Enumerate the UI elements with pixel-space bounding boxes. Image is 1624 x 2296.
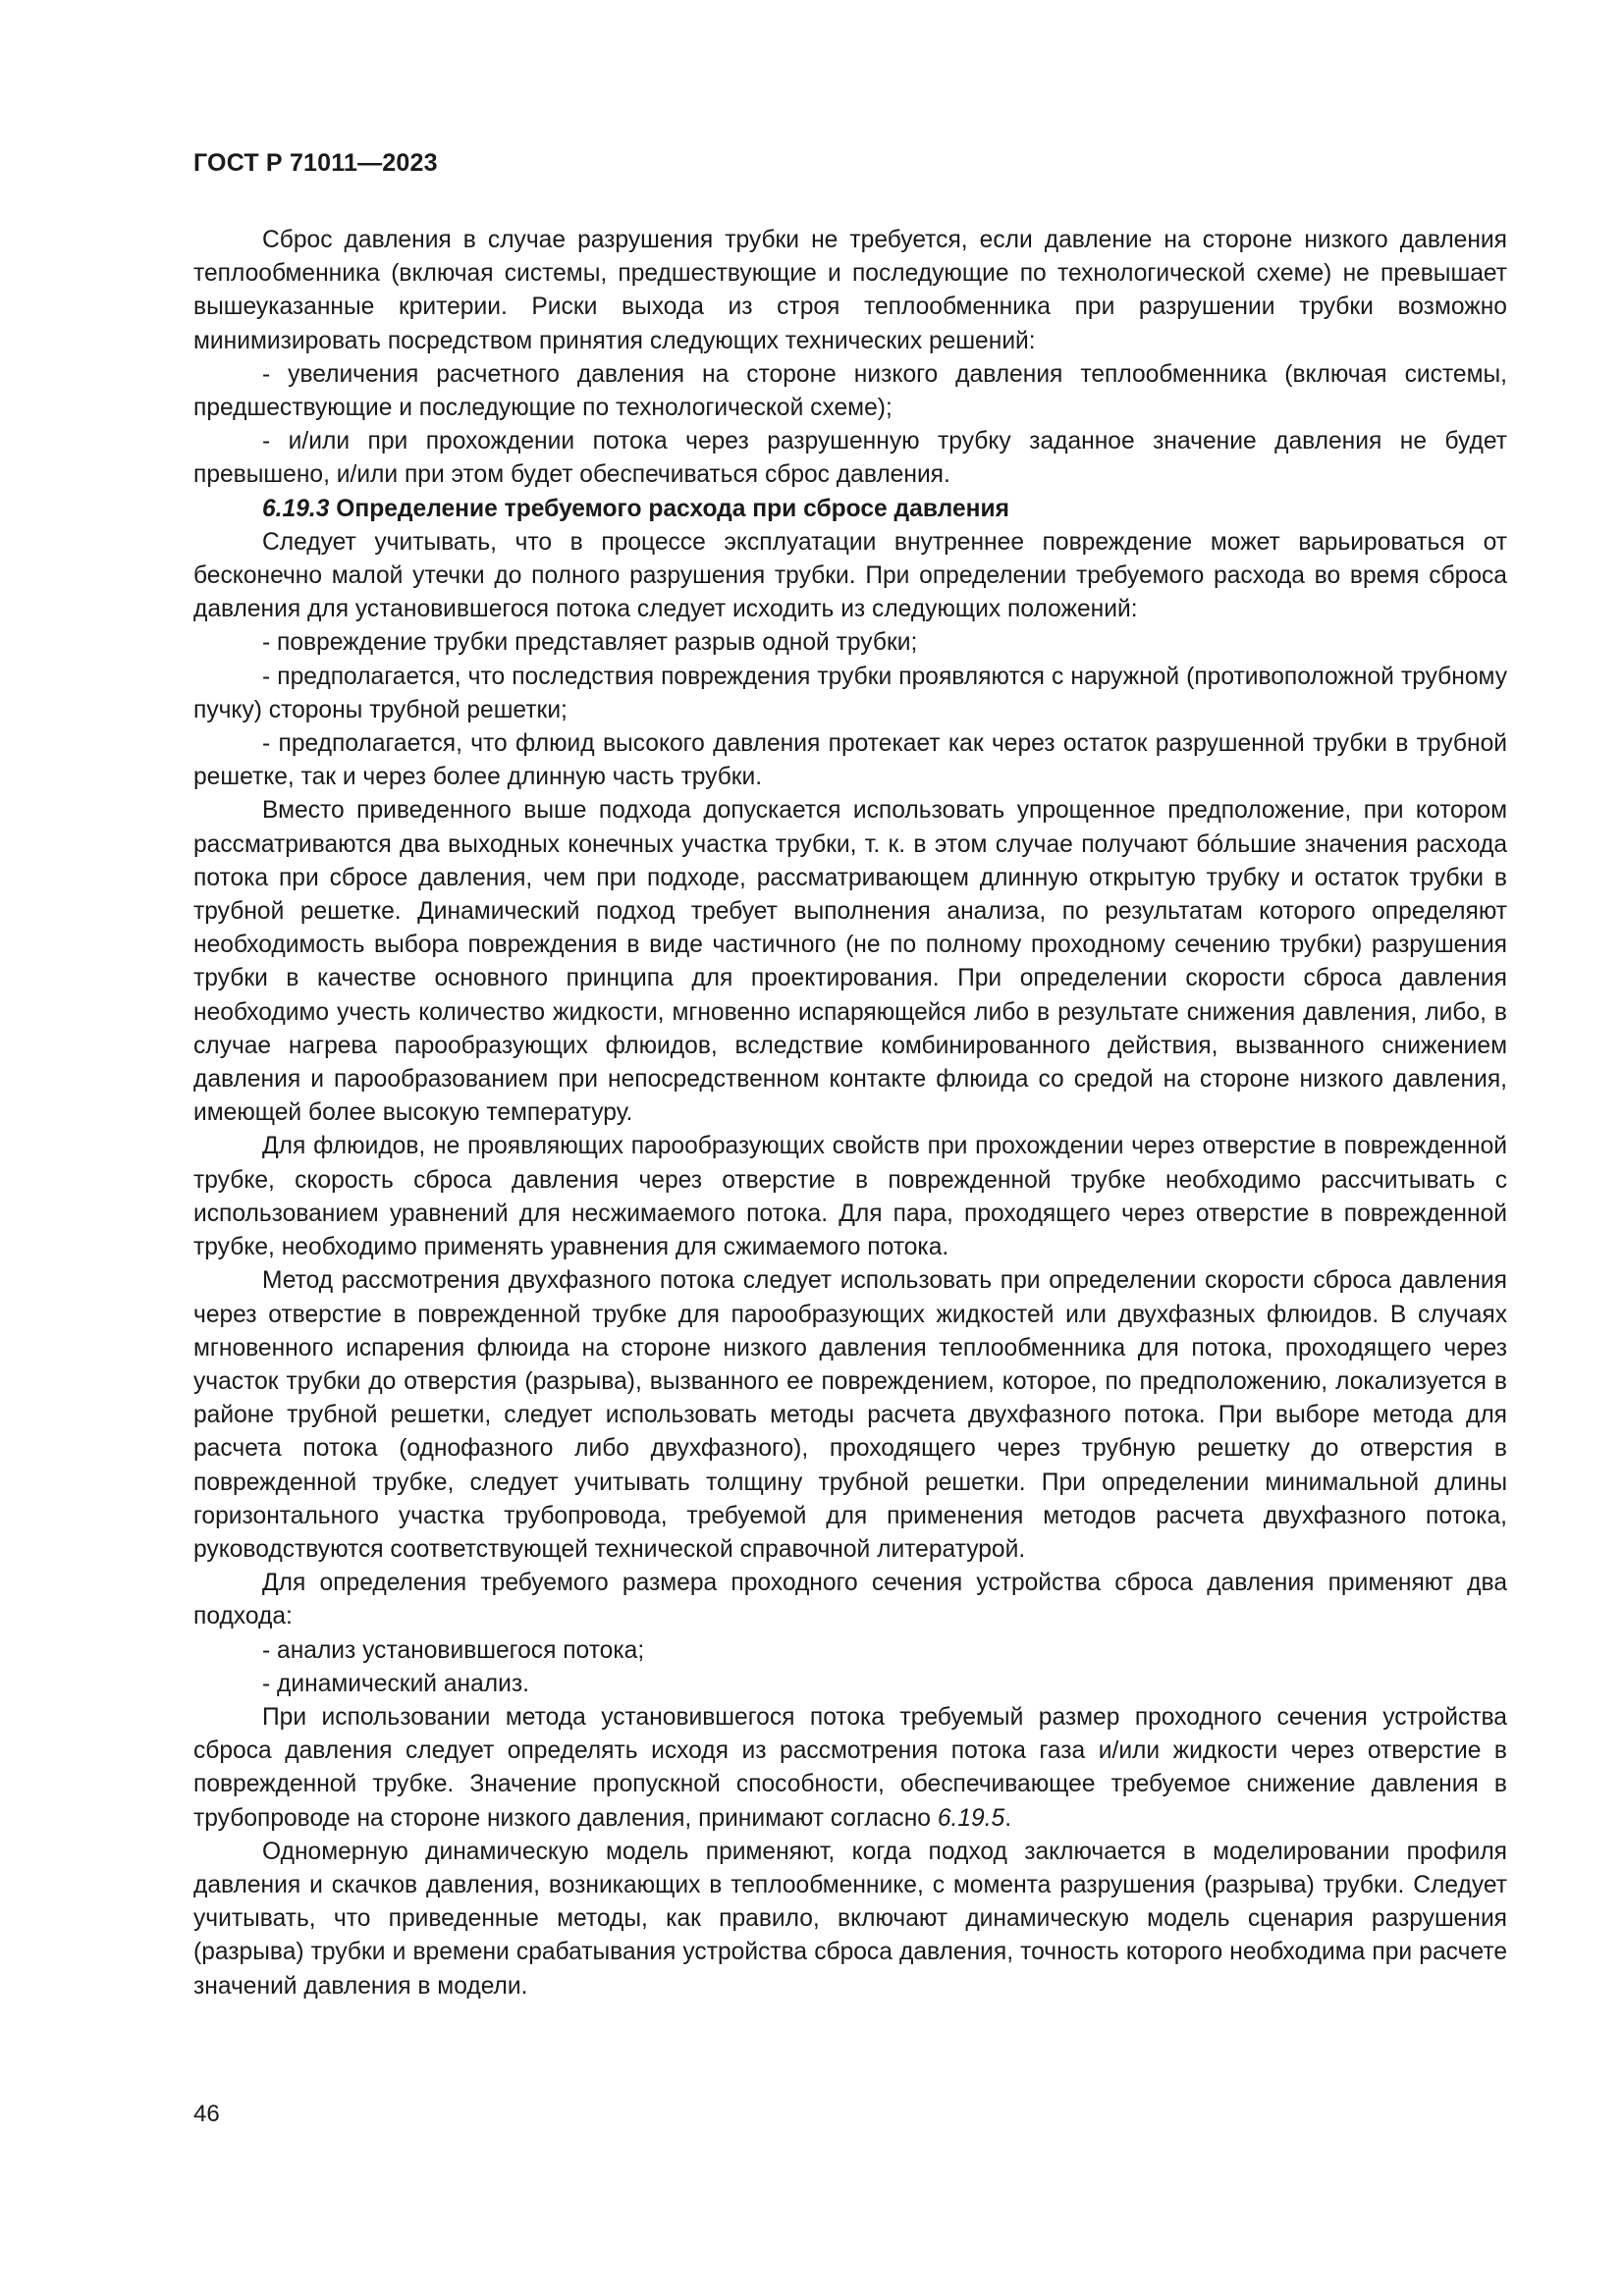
list-item: - и/или при прохождении потока через разрушенную трубку заданное значение давления не будет превышено, и/или при этом будет обеспечиваться сброс давления. [193, 428, 1507, 489]
paragraph: Сброс давления в случае разрушения трубки не требуется, если давление на стороне низкого давления теплообменника (включая системы, предшествующие и последующие по технологической схеме) не превышает вышеуказанные критерии. Риски выхода из строя теплообменника при разрушении трубки возможно минимизировать посредством принятия следующих технических решений: [193, 227, 1507, 354]
section-title: Определение требуемого расхода при сбросе давления [336, 495, 1009, 522]
document-header: ГОСТ Р 71011—2023 [193, 149, 438, 177]
list-item: - предполагается, что флюид высокого давления протекает как через остаток разрушенной трубки в трубной решетке, так и через более длинную часть трубки. [193, 730, 1507, 791]
paragraph-text: При использовании метода установившегося потока требуемый размер проходного сечения устройства сброса давления следует определять исходя из рассмотрения потока газа и/или жидкости через отверстие в поврежденной трубке. Значение пропускной способности, обеспечивающее требуемое снижение давления в трубопроводе на стороне низкого давления, принимают согласно [193, 1703, 1507, 1832]
paragraph: Следует учитывать, что в процессе эксплуатации внутреннее повреждение может варьироваться от бесконечно малой утечки до полного разрушения трубки. При определении требуемого расхода во время сброса давления для установившегося потока следует исходить из следующих положений: [193, 528, 1507, 623]
list-item: - увеличения расчетного давления на стороне низкого давления теплообменника (включая системы, предшествующие и последующие по технологической схеме); [193, 360, 1507, 422]
document-body [193, 224, 1507, 2003]
paragraph [193, 1701, 1507, 1836]
clause-reference[interactable]: 6.19.5 [937, 1804, 1005, 1832]
paragraph: Одномерную динамическую модель применяют, когда подход заключается в моделировании профиля давления и скачков давления, возникающих в теплообменнике, с момента разрушения (разрыва) трубки. Следует учитывать, что приведенные методы, как правило, включают динамическую модель сценария разрушения (разрыва) трубки и времени срабатывания устройства сброса давления, точность которого необходима при расчете значений давления в модели. [193, 1838, 1507, 2000]
paragraph: Для определения требуемого размера проходного сечения устройства сброса давления применяют два подхода: [193, 1570, 1507, 1630]
paragraph: Для флюидов, не проявляющих парообразующих свойств при прохождении через отверстие в поврежденной трубке, скорость сброса давления через отверстие в поврежденной трубке необходимо рассчитывать с использованием уравнений для несжимаемого потока. Для пара, проходящего через отверстие в поврежденной трубке, необходимо применять уравнения для сжимаемого потока. [193, 1133, 1507, 1261]
section-number: 6.19.3 [262, 495, 330, 522]
list-item: - динамический анализ. [262, 1670, 530, 1697]
paragraph: Вместо приведенного выше подхода допускается использовать упрощенное предположение, при котором рассматриваются два выходных конечных участка трубки, т. к. в этом случае получают бóльшие значения расхода потока при сбросе давления, чем при подходе, рассматривающем длинную открытую трубку и остаток трубки в трубной решетке. Динамический подход требует выполнения анализа, по результатам которого определяют необходимость выбора повреждения в виде частичного (не по полному проходному сечению трубки) разрушения трубки в качестве основного принципа для проектирования. При определении скорости сброса давления необходимо учесть количество жидкости, мгновенно испаряющейся либо в результате снижения давления, либо, в случае нагрева парообразующих флюидов, вследствие комбинированного действия, вызванного снижением давления и парообразованием при непосредственном контакте флюида со средой на стороне низкого давления, имеющей более высокую температуру. [193, 797, 1507, 1127]
section-heading [193, 493, 1507, 526]
page-number: 46 [193, 2101, 220, 2127]
paragraph: Метод рассмотрения двухфазного потока следует использовать при определении скорости сброса давления через отверстие в поврежденной трубке для парообразующих жидкостей или двухфазных флюидов. В случаях мгновенного испарения флюида на стороне низкого давления теплообменника для потока, проходящего через участок трубки до отверстия (разрыва), вызванного ее повреждением, которое, по предположению, локализуется в районе трубной решетки, следует использовать методы расчета двухфазного потока. При выборе метода для расчета потока (однофазного либо двухфазного), проходящего через трубную решетку до отверстия в поврежденной трубке, следует учитывать толщину трубной решетки. При определении минимальной длины горизонтального участка трубопровода, требуемой для применения методов расчета двухфазного потока, руководствуются соответствующей технической справочной литературой. [193, 1267, 1507, 1563]
paragraph-tail: . [1004, 1804, 1012, 1832]
list-item: - повреждение трубки представляет разрыв одной трубки; [262, 629, 918, 657]
list-item: - анализ установившегося потока; [262, 1636, 645, 1664]
list-item: - предполагается, что последствия повреждения трубки проявляются с наружной (противоположной трубному пучку) стороны трубной решетки; [193, 663, 1507, 723]
